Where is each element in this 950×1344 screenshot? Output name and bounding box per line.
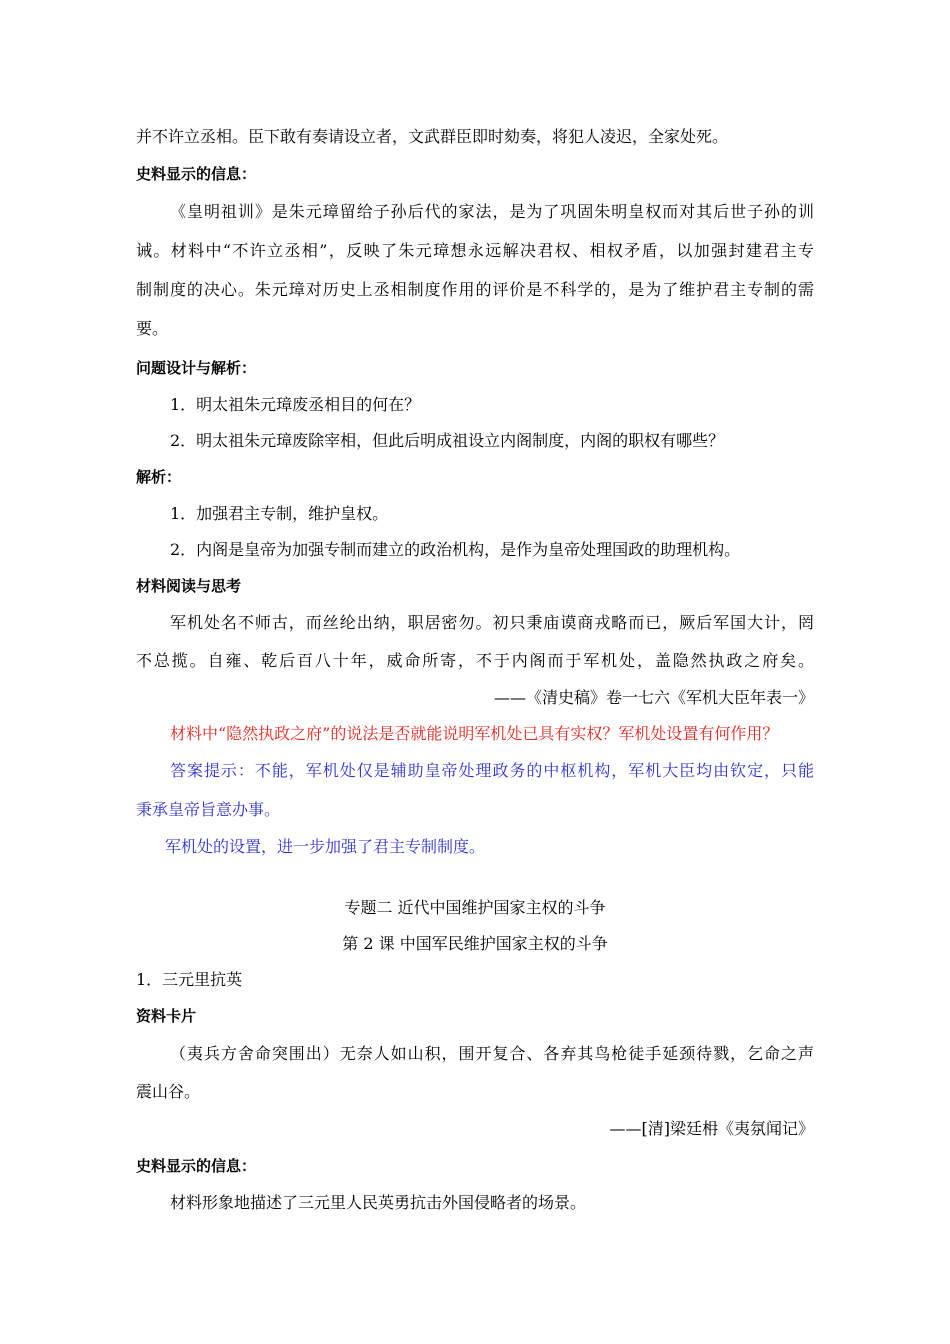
answer-2: 2．内阁是皇帝为加强专制而建立的政治机构，是作为皇帝处理国政的助理机构。 [170, 540, 741, 559]
heading-questions: 问题设计与解析： [136, 359, 257, 377]
info-line-1: 《皇明祖训》是朱元璋留给子孙后代的家法，是为了巩固朱明皇权而对其后世子孙的训 [170, 202, 814, 221]
info-line-2-1: 材料形象地描述了三元里人民英勇抗击外国侵略者的场景。 [170, 1193, 587, 1212]
blue-answer-line-1: 答案提示：不能，军机处仅是辅助皇帝处理政务的中枢机构，军机大臣均由钦定，只能 [170, 761, 814, 780]
blue-answer-line-2: 秉承皇帝旨意办事。 [136, 800, 281, 819]
card-source: ——[清]梁廷枏《夷氛闻记》 [609, 1119, 814, 1138]
reading-line-2: 不总揽。自雍、乾后百八十年，威命所寄，不于内阁而于军机处，盖隐然执政之府矣。 [136, 651, 814, 670]
heading-card: 资料卡片 [136, 1007, 197, 1025]
topic-title: 专题二 近代中国维护国家主权的斗争 [344, 898, 606, 917]
card-line-2: 震山谷。 [136, 1082, 201, 1101]
heading-info-2: 史料显示的信息： [136, 1157, 257, 1175]
lesson-title: 第 2 课 中国军民维护国家主权的斗争 [342, 934, 608, 953]
answer-1: 1．加强君主专制，维护皇权。 [170, 504, 389, 523]
blue-conclusion: 军机处的设置，进一步加强了君主专制制度。 [165, 837, 486, 856]
info-line-4: 要。 [136, 319, 169, 338]
info-line-2: 诫。材料中“不许立丞相”，反映了朱元璋想永远解决君权、相权矛盾，以加强封建君主专 [136, 241, 814, 260]
question-2: 2．明太祖朱元璋废除宰相，但此后明成祖设立内阁制度，内阁的职权有哪些？ [170, 431, 725, 450]
reading-source: ——《清史稿》卷一七六《军机大臣年表一》 [493, 688, 814, 707]
heading-reading: 材料阅读与思考 [136, 577, 242, 595]
text-line-continued: 并不许立丞相。臣下敢有奏请设立者，文武群臣即时劾奏，将犯人凌迟，全家处死。 [136, 127, 729, 146]
info-line-3: 制制度的决心。朱元璋对历史上丞相制度作用的评价是不科学的，是为了维护君主专制的需 [136, 280, 814, 299]
card-line-1: （夷兵方舍命突围出）无奈人如山积，围开复合、各弃其鸟枪徒手延颈待戮，乞命之声 [170, 1044, 814, 1063]
reading-line-1: 军机处名不师古，而丝纶出纳，职居密勿。初只秉庙谟商戎略而已，厥后军国大计，罔 [170, 613, 814, 632]
red-question: 材料中“隐然执政之府”的说法是否就能说明军机处已具有实权？军机处设置有何作用？ [170, 724, 779, 743]
heading-analysis: 解析： [136, 468, 182, 486]
item-1-title: 1．三元里抗英 [136, 970, 243, 989]
question-1: 1．明太祖朱元璋废丞相目的何在？ [170, 395, 421, 414]
heading-info: 史料显示的信息： [136, 165, 257, 183]
